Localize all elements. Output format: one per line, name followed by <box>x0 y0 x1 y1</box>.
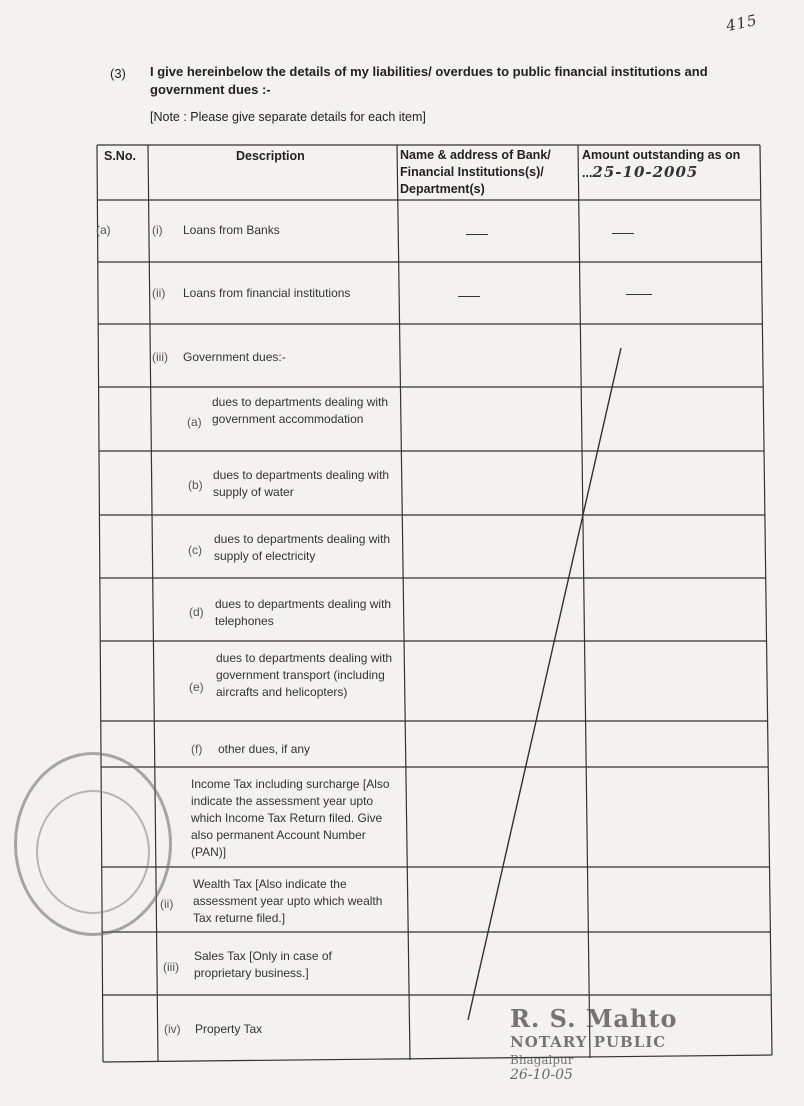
section-note: [Note : Please give separate details for each item] <box>150 110 426 124</box>
notary-name: R. S. Mahto <box>510 1004 678 1033</box>
grid-right <box>760 145 772 1055</box>
sales-tax-marker: (iii) <box>163 960 179 974</box>
grid-col-1 <box>148 145 158 1062</box>
header-amount <box>582 147 758 182</box>
header-sno: S.No. <box>104 149 136 163</box>
electricity-label: dues to departments dealing with supply of electricity <box>214 532 391 563</box>
wealth-tax-label: Wealth Tax [Also indicate the assessment year upto which wealth Tax returne filed.] <box>193 877 383 925</box>
government-seal-inner <box>36 790 150 914</box>
transport-label: dues to departments dealing with government transport (including aircrafts and helicopters) <box>216 651 393 699</box>
loans-fin-label: Loans from financial institutions <box>183 286 351 300</box>
notary-title: NOTARY PUBLIC <box>510 1033 667 1051</box>
telephones-marker: (d) <box>189 605 204 619</box>
header-bank: Name & address of Bank/ Financial Institutions(s)/ Department(s) <box>400 148 551 196</box>
accommodation-label: dues to departments dealing with government accommodation <box>212 395 389 426</box>
notary-place: Bhagalpur <box>510 1053 574 1067</box>
section-number: (3) <box>110 66 126 81</box>
accommodation-marker: (a) <box>187 415 202 429</box>
income-tax-label: Income Tax including surcharge [Also indicate the assessment year upto which Income Tax Return filed. Give also permanent Account Number (PAN)] <box>191 777 390 859</box>
sales-tax-label: Sales Tax [Only in case of proprietary business.] <box>194 949 332 980</box>
header-description: Description <box>236 149 305 163</box>
loans-banks-label: Loans from Banks <box>183 223 280 237</box>
electricity-marker: (c) <box>188 543 202 557</box>
strike-line <box>468 348 621 1020</box>
notary-stamp <box>510 1004 678 1083</box>
gov-dues-label: Government dues:- <box>183 350 286 364</box>
other-label: other dues, if any <box>218 742 311 756</box>
loans-banks-marker: (i) <box>152 223 163 237</box>
telephones-label: dues to departments dealing with telephones <box>215 597 392 628</box>
property-tax-marker: (iv) <box>164 1022 181 1036</box>
loans-banks-bank-dash <box>466 234 488 235</box>
loans-fin-amount-dash <box>626 294 652 295</box>
other-marker: (f) <box>191 742 203 756</box>
row-a-marker: (a) <box>96 223 111 237</box>
water-marker: (b) <box>188 478 203 492</box>
header-amount-prefix: Amount outstanding as on ... <box>582 148 741 180</box>
loans-fin-bank-dash <box>458 296 480 297</box>
grid-col-2 <box>397 145 410 1060</box>
loans-fin-marker: (ii) <box>152 286 166 300</box>
section-heading: I give hereinbelow the details of my liabilities/ overdues to public financial institutions and government dues :- <box>150 64 708 97</box>
water-label: dues to departments dealing with supply of water <box>213 468 390 499</box>
property-tax-label: Property Tax <box>195 1022 263 1036</box>
loans-banks-amount-dash <box>612 233 634 234</box>
grid-col-3 <box>578 145 590 1058</box>
transport-marker: (e) <box>189 680 204 694</box>
page-number: 415 <box>724 10 760 36</box>
wealth-tax-marker: (ii) <box>160 897 174 911</box>
header-amount-date: 25-10-2005 <box>592 163 699 181</box>
notary-date: 26-10-05 <box>510 1067 573 1083</box>
gov-dues-marker: (iii) <box>152 350 168 364</box>
